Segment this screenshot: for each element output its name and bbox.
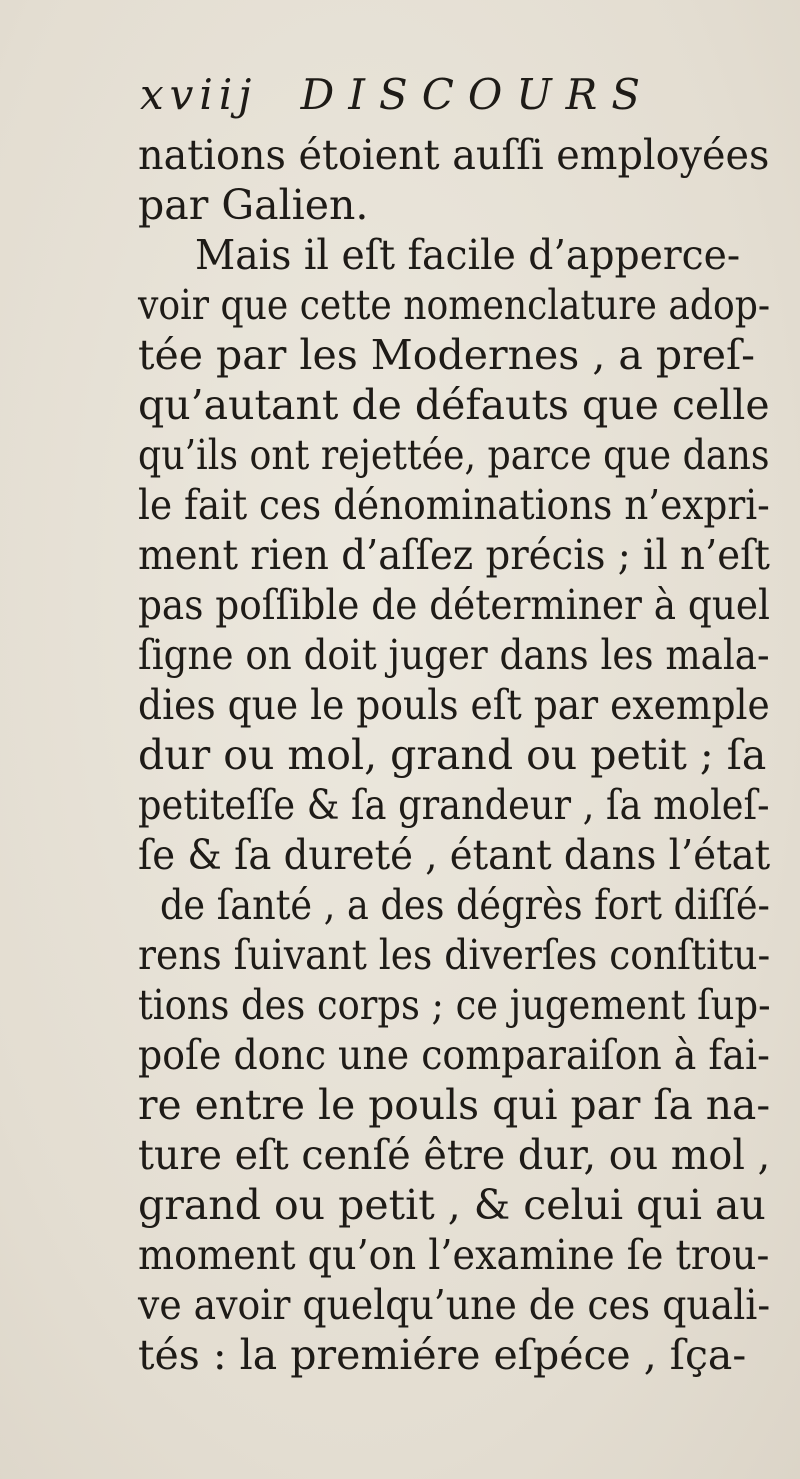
text-line: ment rien d’aſſez précis ; il n’eſt: [138, 531, 770, 579]
page-header: [140, 70, 654, 119]
text-line: nations étoient auſſi employées: [138, 131, 770, 179]
text-line: moment qu’on l’examine ſe trou-: [138, 1231, 770, 1279]
text-line: par Galien.: [138, 181, 369, 229]
text-line: petiteſſe & ſa grandeur , ſa moleſ-: [138, 781, 770, 829]
text-line: pas poſſible de déterminer à quel: [138, 581, 771, 629]
text-line: ture eſt cenſé être dur, ou mol ,: [138, 1131, 771, 1179]
text-line: le fait ces dénominations n’expri-: [138, 481, 770, 529]
text-line: ſe & ſa dureté , étant dans l’état: [138, 831, 771, 879]
text-line: rens ſuivant les diverſes conſtitu-: [138, 931, 771, 979]
text-line: re entre le pouls qui par ſa na-: [138, 1081, 771, 1129]
text-line: ſigne on doit juger dans les mala-: [138, 631, 770, 679]
text-line: tions des corps ; ce jugement ſup-: [138, 981, 771, 1029]
text-line: qu’autant de défauts que celle: [138, 381, 770, 429]
text-line: voir que cette nomenclature adop-: [138, 281, 771, 329]
text-line: dies que le pouls eſt par exemple: [138, 681, 770, 729]
page-number: xviij: [140, 70, 258, 119]
text-line: de ſanté , a des dégrès fort diſſé-: [160, 881, 770, 929]
text-line: tée par les Modernes , a preſ-: [138, 331, 756, 379]
text-line: poſe donc une comparaiſon à fai-: [138, 1031, 770, 1079]
running-title: DISCOURS: [300, 70, 655, 119]
text-line: grand ou petit , & celui qui au: [138, 1181, 766, 1229]
text-line: qu’ils ont rejettée, parce que dans: [138, 431, 770, 479]
text-line: tés : la premiére eſpéce , ſça-: [138, 1331, 747, 1379]
text-line: ve avoir quelqu’une de ces quali-: [138, 1281, 771, 1329]
text-line: Mais il eſt facile d’apperce-: [195, 231, 741, 279]
text-line: dur ou mol, grand ou petit ; ſa: [138, 731, 767, 779]
